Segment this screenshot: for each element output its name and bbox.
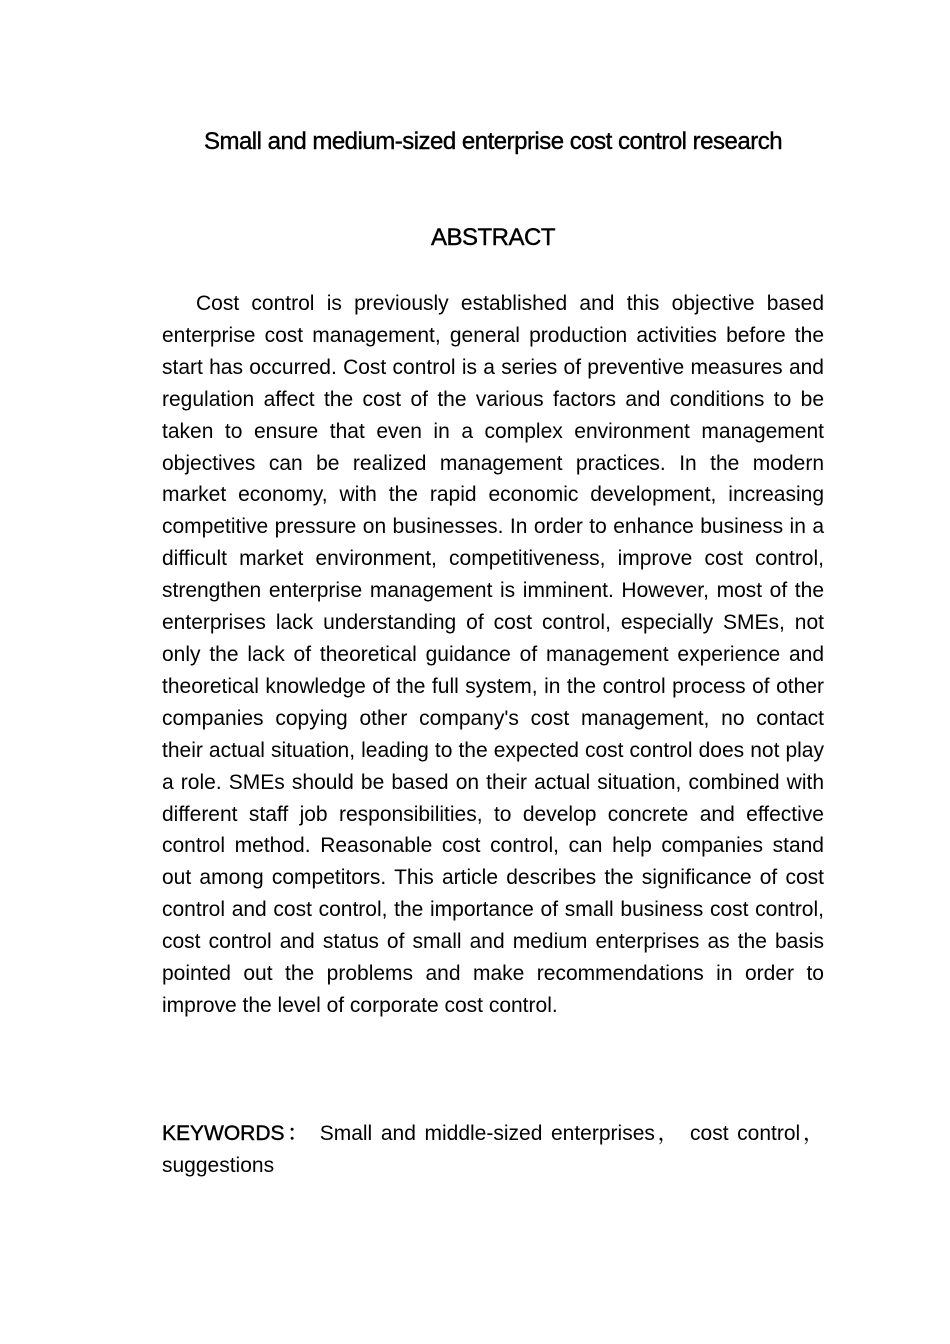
abstract-paragraph: Cost control is previously established and this objective based enterprise cost management, general production activities before the start has occurred. Cost control is a series of preventive measures and regulation affect the cost of the various factors and conditions to be taken to ensure that even in a complex environment management objectives can be realized management practices. In the modern market economy, with the rapid economic development, increasing competitive pressure on businesses. In order to enhance business in a difficult market environment, competitiveness, improve cost control, strengthen enterprise management is imminent. However, most of the enterprises lack understanding of cost control, especially SMEs, not only the lack of theoretical guidance of management experience and theoretical knowledge of the full system, in the control process of other companies copying other company's cost management, no contact their actual situation, leading to the expected cost control does not play a role. SMEs should be based on their actual situation, combined with different staff job responsibilities, to develop concrete and effective control method. Reasonable cost control, can help companies stand out among competitors. This article describes the significance of cost control and cost control, the importance of small business cost control, cost control and status of small and medium enterprises as the basis pointed out the problems and make recommendations in order to improve the level of corporate cost control. [162, 292, 824, 1017]
keywords-label: KEYWORDS： [162, 1122, 312, 1145]
keywords-text: Small and middle-sized enterprises， cost control，suggestions [162, 1122, 824, 1177]
abstract-heading: ABSTRACT [430, 224, 555, 251]
keywords-line [162, 1118, 824, 1182]
document-title: Small and medium-sized enterprise cost control research [203, 128, 783, 155]
